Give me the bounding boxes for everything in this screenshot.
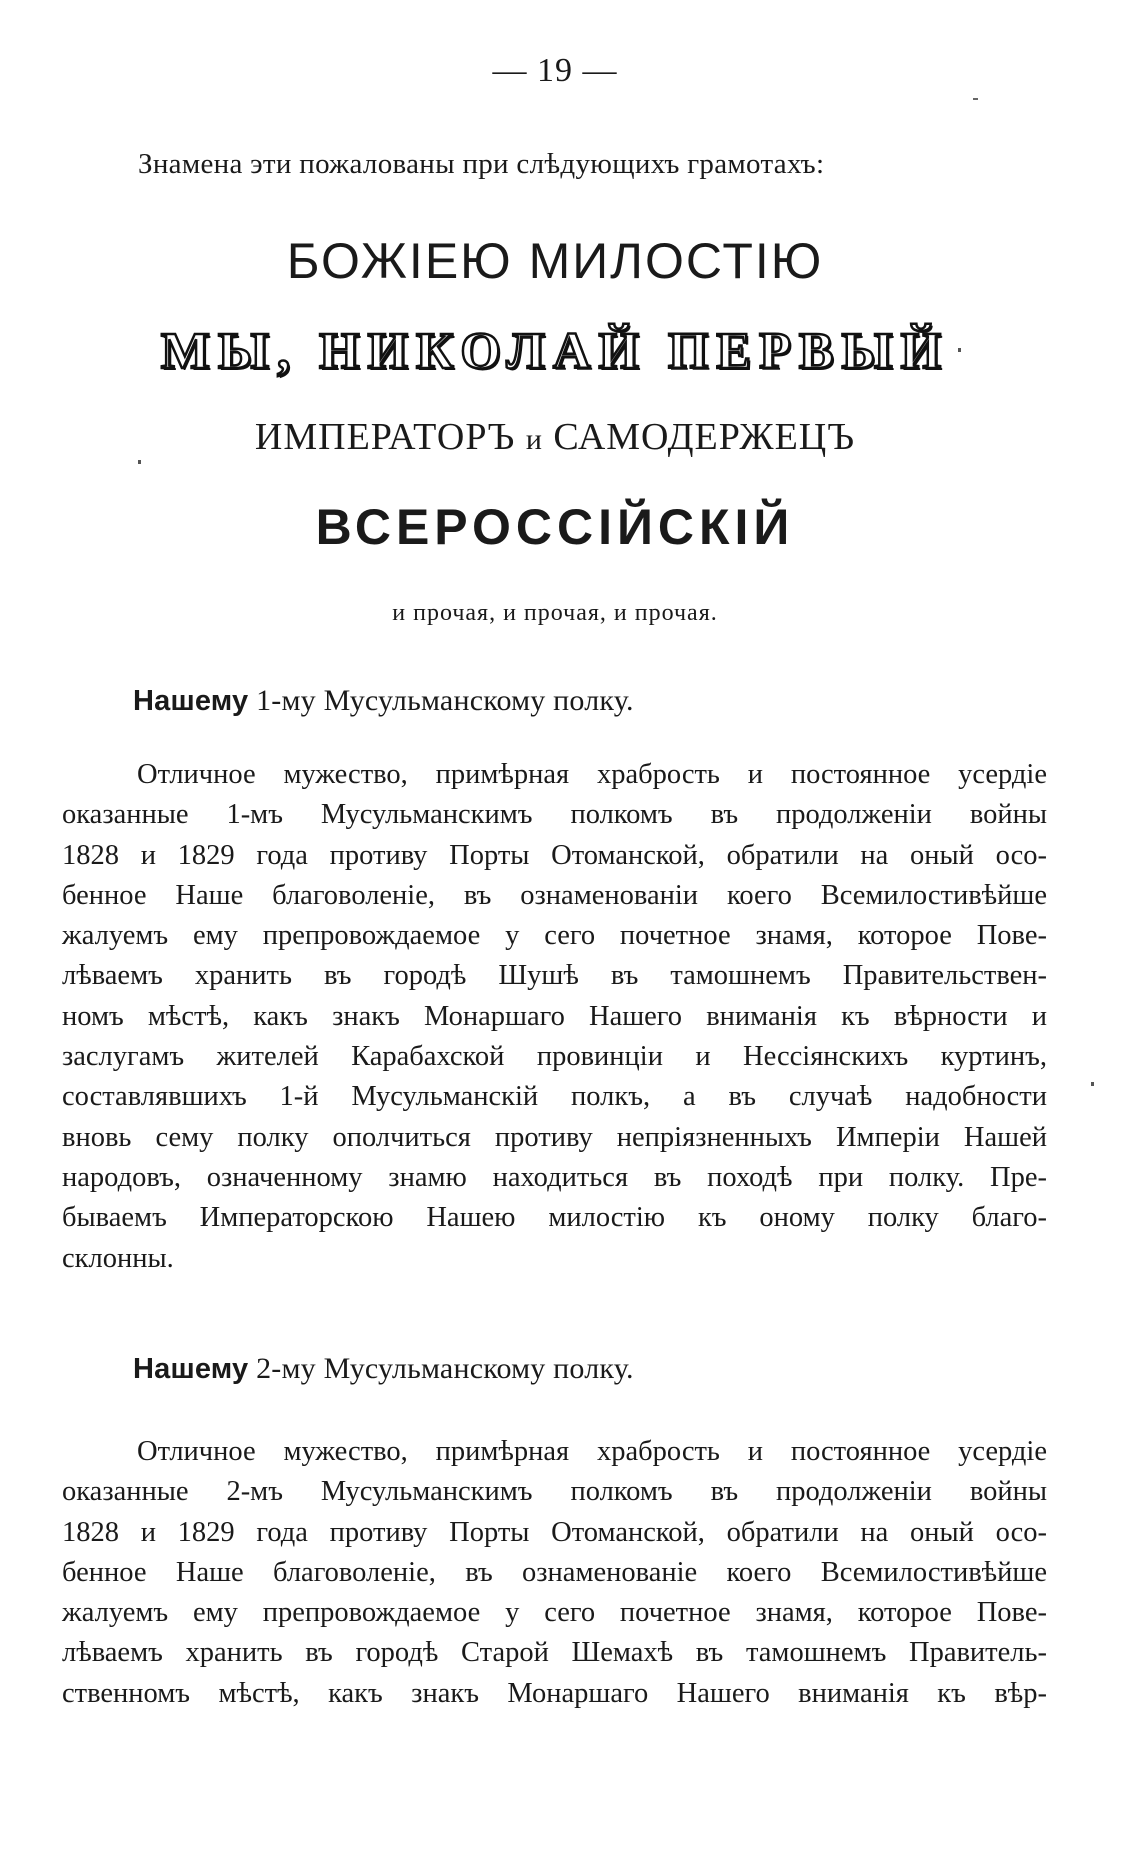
- paragraph-line: вновь сему полку ополчиться противу непріязненныхъ Имперіи Нашей: [62, 1121, 1047, 1153]
- scan-speck: [1091, 1082, 1094, 1086]
- title-line-nicholas: МЫ, НИКОЛАЙ ПЕРВЫЙ: [160, 323, 950, 380]
- paragraph-line: составлявшихъ 1-й Мусульманскій полкъ, а въ случаѣ надобности: [62, 1081, 1047, 1113]
- paragraph-line: ственномъ мѣстѣ, какъ знакъ Монаршаго Нашего вниманія къ вѣр-: [62, 1677, 1047, 1709]
- intro-line: Знамена эти пожалованы при слѣдующихъ грамотахъ:: [138, 148, 825, 180]
- paragraph-line: лѣваемъ хранить въ городѣ Шушѣ въ тамошнемъ Правительствен-: [62, 960, 1047, 992]
- section-1-heading-rest: 1-му Мусульманскому полку.: [256, 684, 634, 717]
- section-2-heading-bold: Нашему: [133, 1353, 249, 1385]
- paragraph-line: Отличное мужество, примѣрная храбрость и постоянное усердіе: [137, 1436, 1047, 1467]
- paragraph-line: оказанные 1-мъ Мусульманскимъ полкомъ въ продолженіи войны: [62, 799, 1047, 831]
- paragraph-line: склонны.: [62, 1242, 174, 1274]
- title-line-emperor: [0, 415, 1110, 459]
- section-2-heading-rest: 2-му Мусульманскому полку.: [256, 1352, 634, 1385]
- paragraph-line: бенное Наше благоволеніе, въ ознаменованіи коего Всемилостивѣйше: [62, 879, 1047, 911]
- paragraph-line: оказанные 2-мъ Мусульманскимъ полкомъ въ продолженіи войны: [62, 1476, 1047, 1508]
- paragraph-line: заслугамъ жителей Карабахской провинціи и Нессіянскихъ куртинъ,: [62, 1041, 1047, 1073]
- title-autocrat-word: САМОДЕРЖЕЦЪ: [553, 416, 856, 458]
- section-1-paragraph: [62, 755, 1047, 1279]
- page-number: — 19 —: [492, 52, 618, 89]
- scan-speck: [973, 98, 978, 100]
- section-1-heading: [133, 684, 634, 718]
- scan-speck: [138, 460, 141, 464]
- paragraph-line: жалуемъ ему препровождаемое у сего почетное знамя, которое Пове-: [62, 920, 1047, 952]
- scan-speck: [958, 348, 961, 352]
- paragraph-line: лѣваемъ хранить въ городѣ Старой Шемахѣ въ тамошнемъ Правитель-: [62, 1637, 1047, 1669]
- paragraph-line: народовъ, означенному знамю находиться въ походѣ при полку. Пре-: [62, 1161, 1047, 1193]
- paragraph-line: Отличное мужество, примѣрная храбрость и постоянное усердіе: [137, 759, 1047, 790]
- section-2-heading: [133, 1352, 634, 1386]
- paragraph-line: 1828 и 1829 года противу Порты Отоманской, обратили на оный осо-: [62, 839, 1047, 871]
- paragraph-line: бенное Наше благоволеніе, въ ознаменованіе коего Всемилостивѣйше: [62, 1556, 1047, 1588]
- paragraph-line: 1828 и 1829 года противу Порты Отоманской, обратили на оный осо-: [62, 1516, 1047, 1548]
- title-line-etcetera: и прочая, и прочая, и прочая.: [392, 600, 718, 626]
- paragraph-line: жалуемъ ему препровождаемое у сего почетное знамя, которое Пове-: [62, 1597, 1047, 1629]
- title-line-by-grace: БОЖІЕЮ МИЛОСТІЮ: [286, 233, 824, 289]
- title-line-all-russian: ВСЕРОССІЙСКІЙ: [315, 499, 795, 555]
- paragraph-line: номъ мѣстѣ, какъ знакъ Монаршаго Нашего вниманія къ вѣрности и: [62, 1000, 1047, 1032]
- section-1-heading-bold: Нашему: [133, 685, 249, 717]
- section-2-paragraph: [62, 1432, 1047, 1714]
- title-emperor-word: ИМПЕРАТОРЪ: [254, 416, 516, 458]
- title-and-word: и: [525, 423, 543, 456]
- paragraph-line: бываемъ Императорскою Нашею милостію къ оному полку благо-: [62, 1202, 1047, 1234]
